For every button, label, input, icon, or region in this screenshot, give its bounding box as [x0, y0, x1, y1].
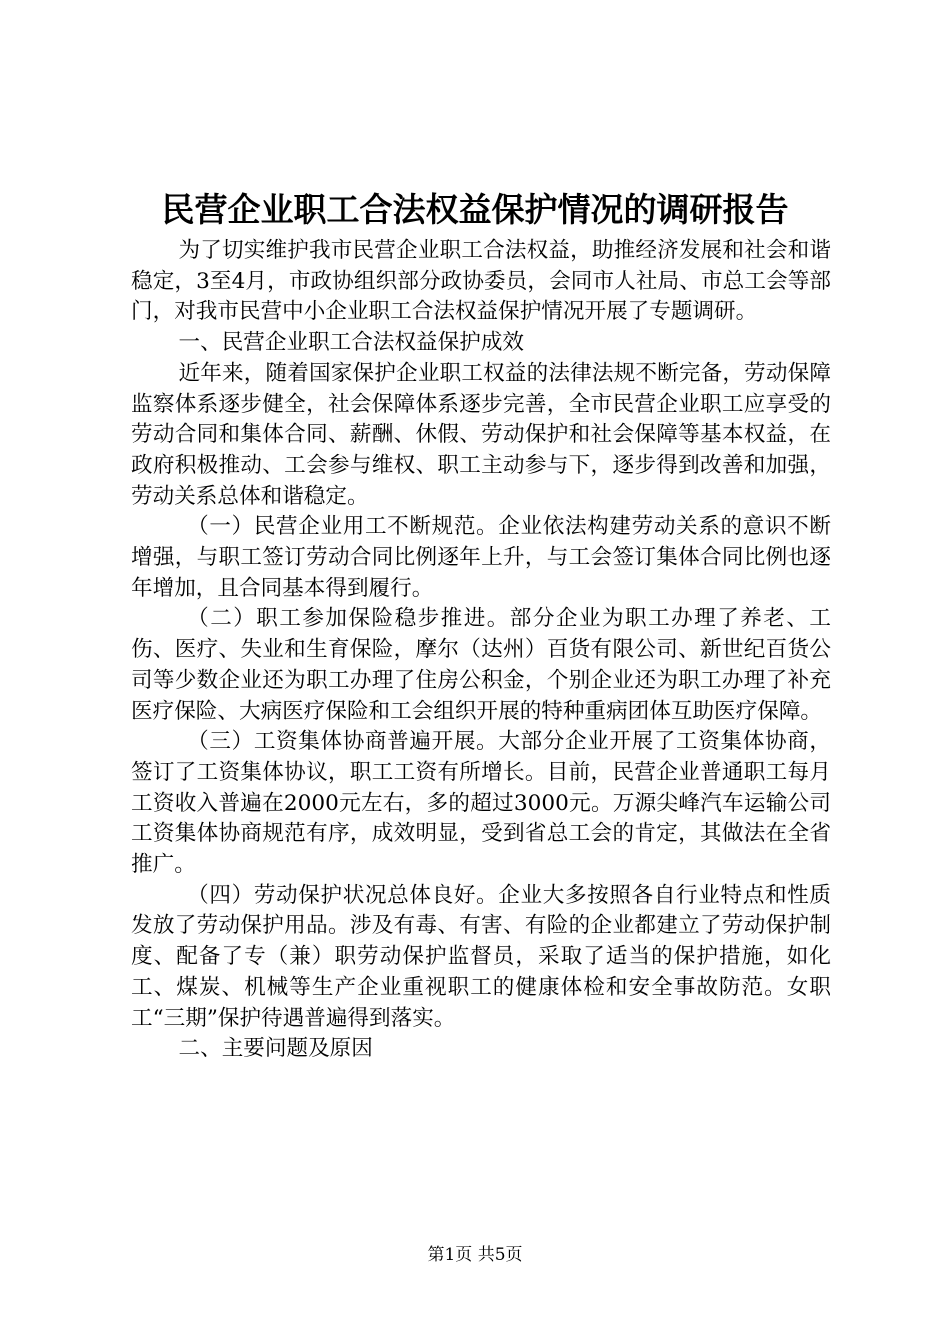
subsection-2-paragraph: （二）职工参加保险稳步推进。部分企业为职工办理了养老、工伤、医疗、失业和生育保险，摩尔（达州）百货有限公司、新世纪百货公司等少数企业还为职工办理了住房公积金，个别企业还为职工办理了补充医疗保险、大病医疗保险和工会组织开展的特种重病团体互助医疗保障。 — [131, 606, 831, 724]
subsection-1-paragraph: （一）民营企业用工不断规范。企业依法构建劳动关系的意识不断增强，与职工签订劳动合同比例逐年上升，与工会签订集体合同比例也逐年增加，且合同基本得到履行。 — [131, 514, 831, 601]
document-body — [131, 236, 831, 1065]
document-title: 民营企业职工合法权益保护情况的调研报告 — [161, 190, 789, 229]
subsection-3-paragraph: （三）工资集体协商普遍开展。大部分企业开展了工资集体协商，签订了工资集体协议，职工工资有所增长。目前，民营企业普通职工每月工资收入普遍在2000元左右，多的超过3000元。万源尖峰汽车运输公司工资集体协商规范有序，成效明显，受到省总工会的肯定，其做法在全省推广。 — [131, 729, 831, 878]
page-number: 第1页 共5页 — [427, 1245, 523, 1265]
section-heading-1: 一、民营企业职工合法权益保护成效 — [178, 330, 525, 356]
section-1-paragraph: 近年来，随着国家保护企业职工权益的法律法规不断完备，劳动保障监察体系逐步健全，社会保障体系逐步完善，全市民营企业职工应享受的劳动合同和集体合同、薪酬、休假、劳动保护和社会保障等基本权益，在政府积极推动、工会参与维权、职工主动参与下，逐步得到改善和加强，劳动关系总体和谐稳定。 — [131, 360, 831, 509]
intro-paragraph: 为了切实维护我市民营企业职工合法权益，助推经济发展和社会和谐稳定，3至4月，市政协组织部分政协委员，会同市人社局、市总工会等部门，对我市民营中小企业职工合法权益保护情况开展了专题调研。 — [131, 238, 831, 325]
subsection-4-paragraph: （四）劳动保护状况总体良好。企业大多按照各自行业特点和性质发放了劳动保护用品。涉及有毒、有害、有险的企业都建立了劳动保护制度、配备了专（兼）职劳动保护监督员，采取了适当的保护措施，如化工、煤炭、机械等生产企业重视职工的健康体检和安全事故防范。女职工“三期”保护待遇普遍得到落实。 — [131, 882, 831, 1031]
section-heading-2: 二、主要问题及原因 — [178, 1036, 373, 1062]
